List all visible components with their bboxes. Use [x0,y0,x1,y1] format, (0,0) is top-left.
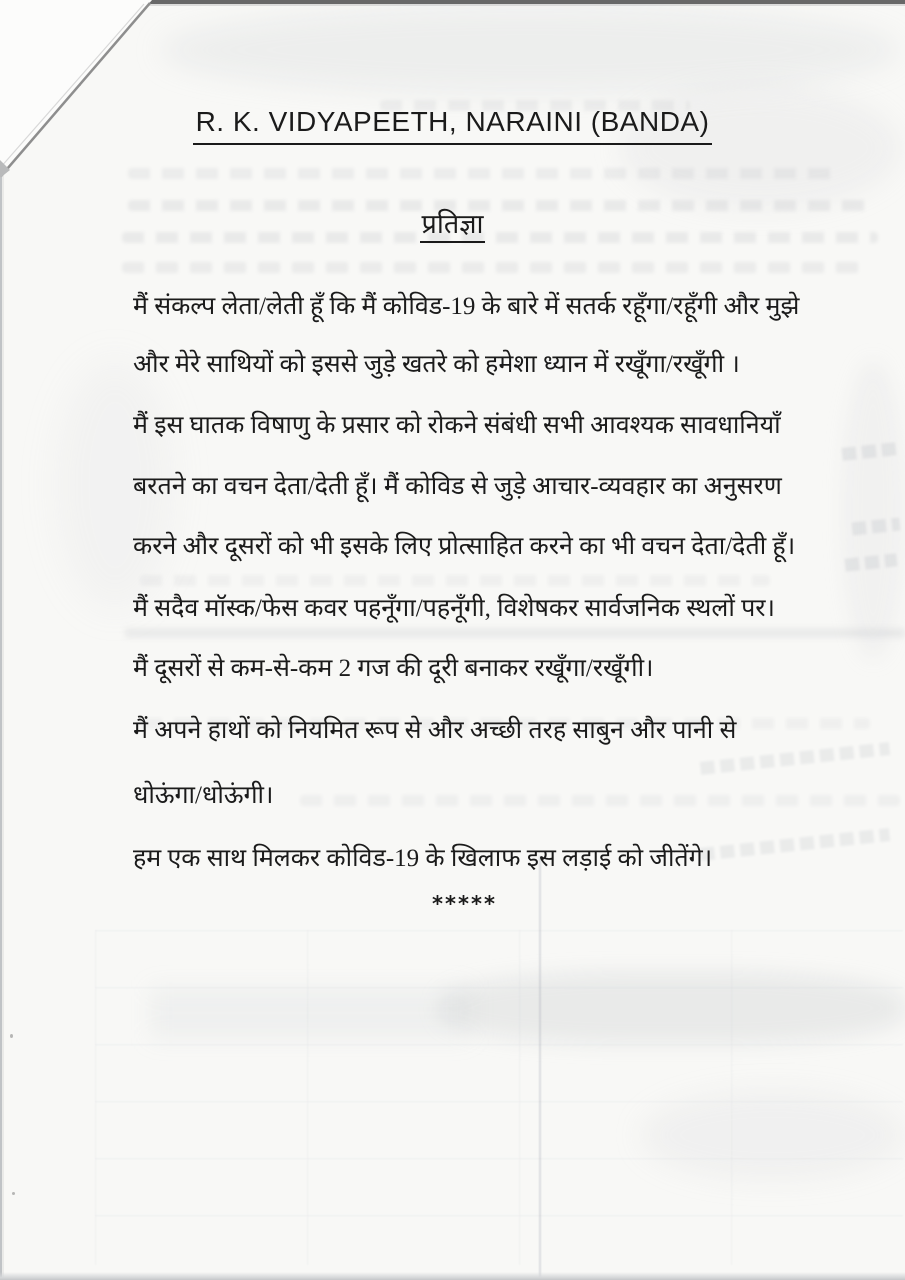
pledge-line: मैं दूसरों से कम-से-कम 2 गज की दूरी बनाकर रखूँगा/रखूँगी। [133,655,654,682]
pledge-line: मैं सदैव मॉस्क/फेस कवर पहनूँगा/पहनूँगी, विशेषकर सार्वजनिक स्थलों पर। [133,595,775,622]
scan-shading [440,972,905,1044]
pledge-line: हम एक साथ मिलकर कोविड-19 के खिलाफ इस लड़ाई को जीतेंगे। [133,845,713,872]
scanner-edge-bottom [0,1272,905,1280]
scan-shading [842,360,904,660]
scan-shading [160,6,900,94]
pledge-line: मैं संकल्प लेता/लेती हूँ कि मैं कोविड-19 के बारे में सतर्क रहूँगा/रहूँगी और मुझे [133,293,800,320]
pledge-heading [0,204,905,241]
bleed-ghost-row [140,575,770,586]
scan-shading [150,988,470,1038]
bleed-ghost-row [122,262,860,273]
institution-title-text: R. K. VIDYAPEETH, NARAINI (BANDA) [193,106,713,145]
institution-title [0,106,905,138]
paper-crease-vertical [539,856,541,1280]
pledge-line: और मेरे साथियों को इससे जुड़े खतरे को हमेशा ध्यान में रखूँगा/रखूँगी । [133,351,740,378]
pledge-line: मैं अपने हाथों को नियमित रूप से और अच्छी तरह साबुन और पानी से [133,717,737,744]
footer-asterisks: ***** [432,892,497,916]
scan-shading [640,1090,905,1180]
bleed-handwriting-mark [700,742,890,775]
pledge-line: मैं इस घातक विषाणु के प्रसार को रोकने संबंधी सभी आवश्यक सावधानियाँ [133,412,781,439]
scanner-edge-top-soft [146,4,905,6]
pledge-heading-text: प्रतिज्ञा [420,209,484,243]
pledge-line: बरतने का वचन देता/देती हूँ। मैं कोविड से जुड़े आचार-व्यवहार का अनुसरण [133,473,782,500]
pledge-line: करने और दूसरों को भी इसके लिए प्रोत्साहित करने का भी वचन देता/देती हूँ। [133,533,796,560]
scan-speck [10,1034,13,1038]
scan-speck [12,1192,15,1195]
paper-crease-horizontal [125,626,905,640]
pledge-line: धोऊंगा/धोऊंगी। [133,782,274,809]
folded-corner [0,0,185,195]
